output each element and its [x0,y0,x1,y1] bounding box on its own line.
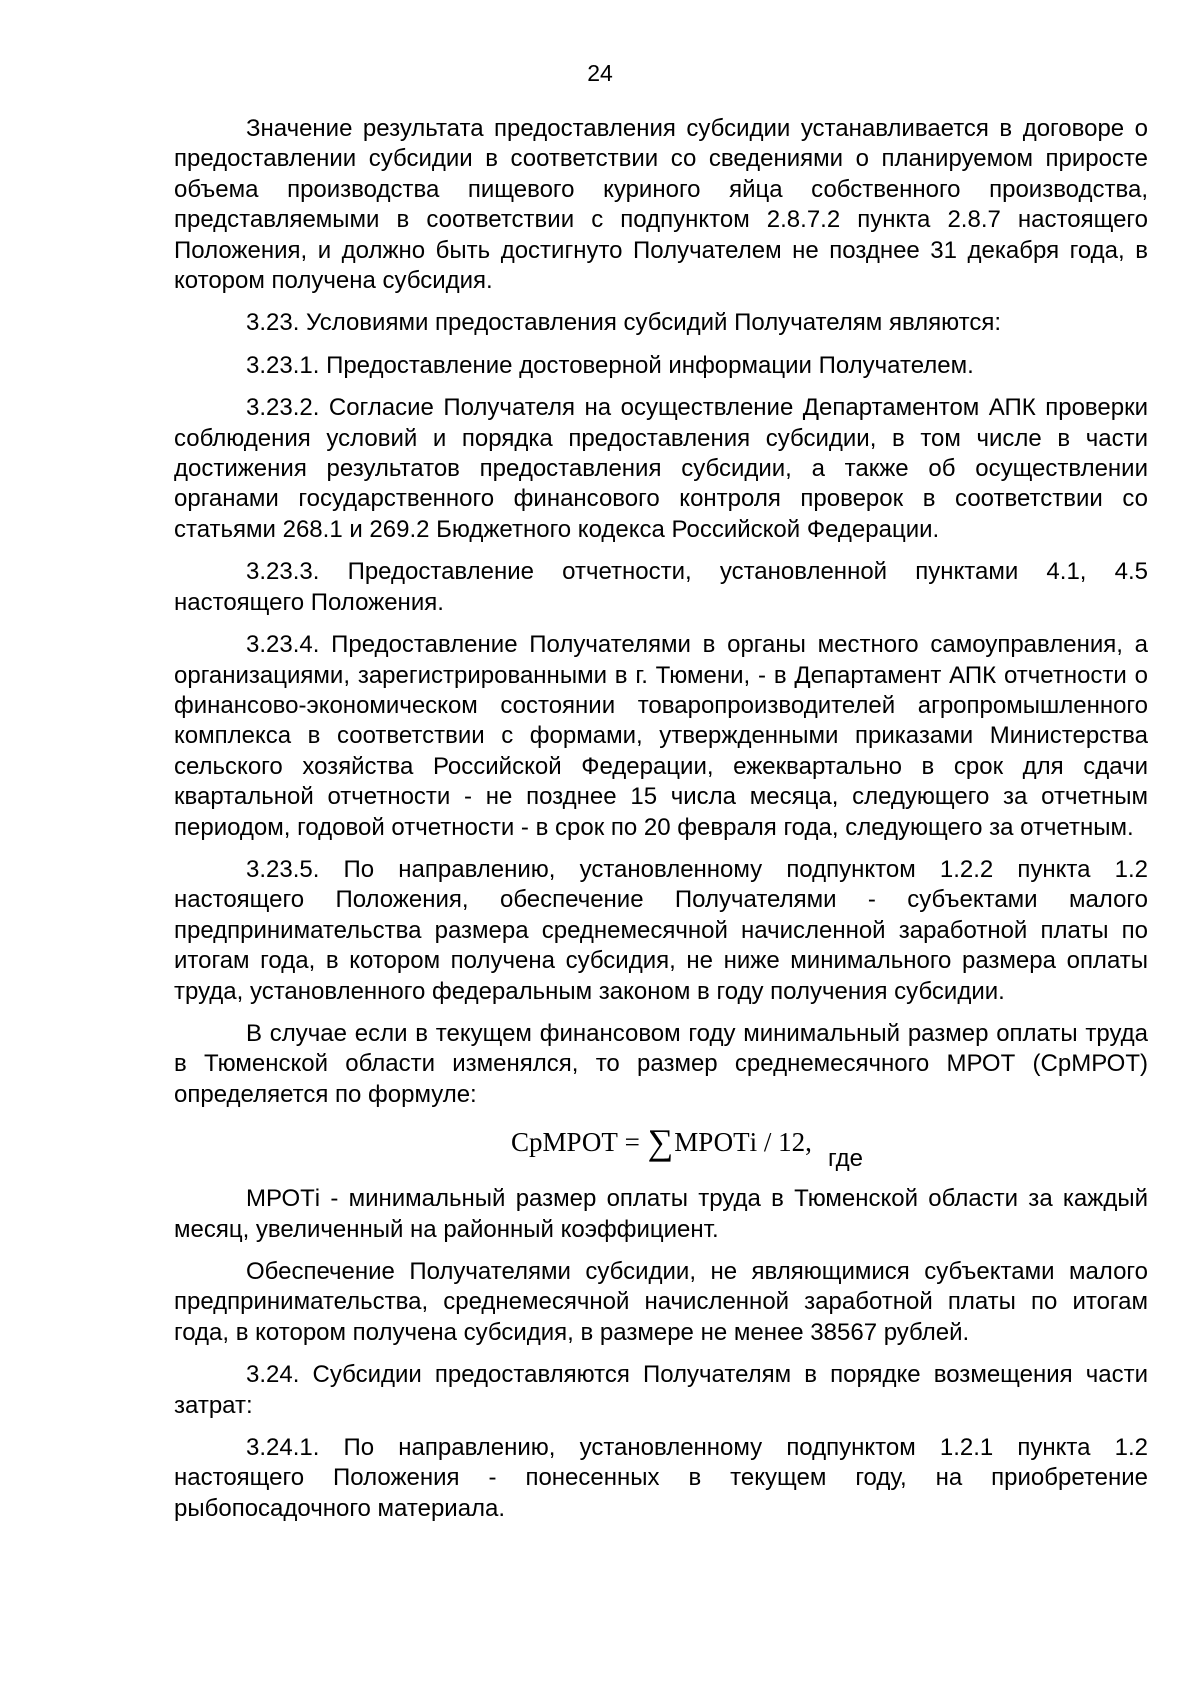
formula-equals: = [624,1127,640,1158]
page-number: 24 [587,60,613,86]
paragraph-3-24: 3.24. Субсидии предоставляются Получателям в порядке возмещения части затрат: [174,1361,1148,1419]
paragraph-result-value: Значение результата предоставления субсидии устанавливается в договоре о предоставлении субсидии в соответствии со сведениями о планируемом приросте объема производства пищевого куриного яйца собственного производства, представляемыми в соответствии с подпунктом 2.8.7.2 пункта 2.8.7 настоящего Положения, и должно быть достигнуто Получателем не позднее 31 декабря года, в котором получена субсидия. [174,115,1148,295]
paragraph-3-24-1: 3.24.1. По направлению, установленному подпунктом 1.2.1 пункта 1.2 настоящего Положения - понесенных в текущем году, на приобретение рыбопосадочного материала. [174,1434,1148,1522]
paragraph-3-23-2: 3.23.2. Согласие Получателя на осуществление Департаментом АПК проверки соблюдения условий и порядка предоставления субсидии, в том числе в части достижения результатов предоставления субсидии, а также об осуществлении органами государственного финансового контроля проверок в соответствии со статьями 268.1 и 269.2 Бюджетного кодекса Российской Федерации. [174,394,1148,543]
paragraph-3-23-4: 3.23.4. Предоставление Получателями в органы местного самоуправления, а организациями, зарегистрированными в г. Тюмени, - в Департамент АПК отчетности о финансово-экономическом состоянии товаропроизводителей агропромышленного комплекса в соответствии с формами, утвержденными приказами Министерства сельского хозяйства Российской Федерации, ежеквартально в срок для сдачи квартальной отчетности - не позднее 15 числа месяца, следующего за отчетным периодом, годовой отчетности - в срок по 20 февраля года, следующего за отчетным. [174,631,1148,841]
paragraph-mrot-definition: МРОТi - минимальный размер оплаты труда в Тюменской области за каждый месяц, увеличенный на районный коэффициент. [174,1185,1148,1243]
formula-block [174,1118,1148,1174]
formula-expression [511,1122,812,1163]
paragraph-3-23: 3.23. Условиями предоставления субсидий Получателям являются: [246,309,1002,337]
paragraph-formula-intro: В случае если в текущем финансовом году минимальный размер оплаты труда в Тюменской области изменялся, то размер среднемесячного МРОТ (СрМРОТ) определяется по формуле: [174,1019,1148,1108]
formula-where-label: где [828,1145,864,1173]
formula-rhs: МРОТi / 12, [674,1127,812,1158]
document-body [174,114,1148,1536]
paragraph-3-23-3: 3.23.3. Предоставление отчетности, установленной пунктами 4.1, 4.5 настоящего Положения. [174,558,1148,616]
paragraph-3-23-1: 3.23.1. Предоставление достоверной информации Получателем. [246,351,974,379]
sum-symbol: ∑ [647,1122,674,1163]
formula-lhs: СрМРОТ [511,1127,618,1158]
paragraph-non-small-business: Обеспечение Получателями субсидии, не являющимися субъектами малого предпринимательства, среднемесячной начисленной заработной платы по итогам года, в котором получена субсидия, в размере не менее 38567 рублей. [174,1258,1148,1346]
paragraph-3-23-5: 3.23.5. По направлению, установленному подпунктом 1.2.2 пункта 1.2 настоящего Положения, обеспечение Получателями - субъектами малого предпринимательства размера среднемесячной начисленной заработной платы по итогам года, в котором получена субсидия, не ниже минимального размера оплаты труда, установленного федеральным законом в году получения субсидии. [174,855,1148,1005]
